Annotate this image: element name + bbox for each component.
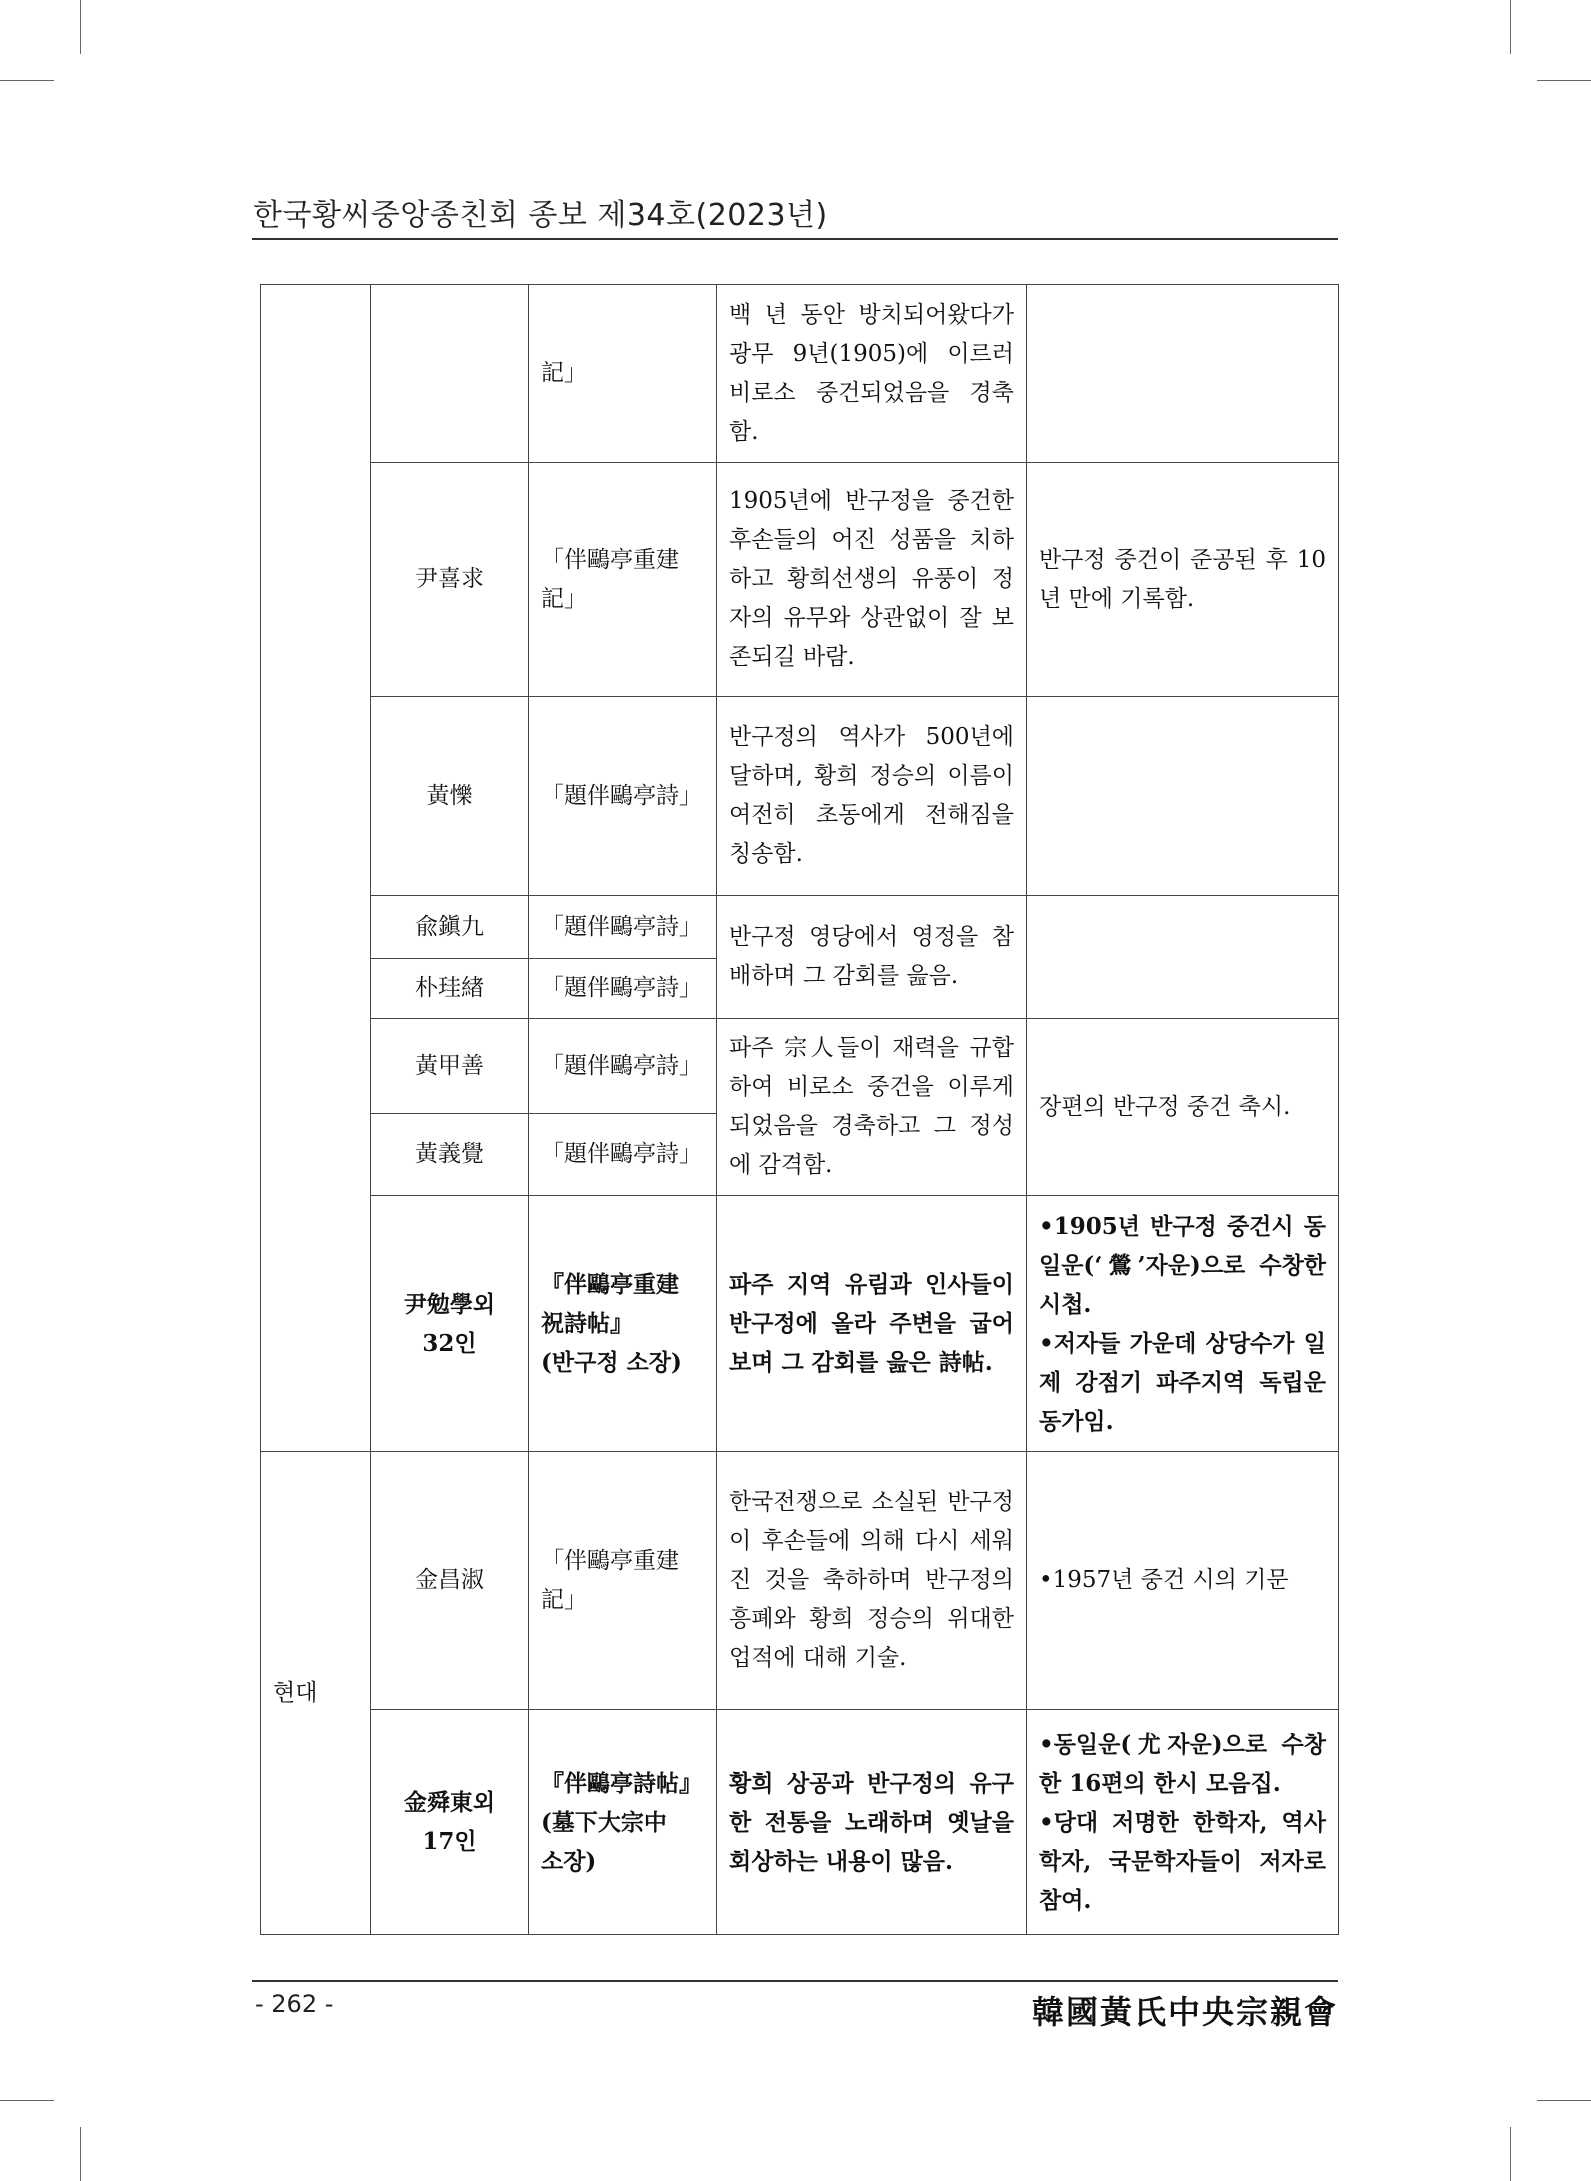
author-line: 17인 xyxy=(422,1828,477,1855)
work-cell: 「伴鷗亭重建記」 xyxy=(529,463,717,697)
note-cell xyxy=(1027,1710,1339,1935)
summary-cell: 황희 상공과 반구정의 유구한 전통을 노래하며 옛날을 회상하는 내용이 많음. xyxy=(717,1710,1027,1935)
author-line: 32인 xyxy=(422,1329,477,1357)
records-table xyxy=(260,284,1339,1935)
author-cell: 金昌淑 xyxy=(371,1452,529,1710)
note-bullet: •1905년 반구정 중건시 동일운(‘鶯’자운)으로 수창한 시첩. xyxy=(1039,1212,1326,1318)
summary-cell: 반구정의 역사가 500년에 달하며, 황희 정승의 이름이 여전히 초동에게 전해짐을 칭송함. xyxy=(717,697,1027,896)
summary-cell: 파주 宗人들이 재력을 규합하여 비로소 중건을 이루게 되었음을 경축하고 그 정성에 감격함. xyxy=(717,1019,1027,1196)
era-cell-modern: 현대 xyxy=(261,1452,371,1935)
note-cell xyxy=(1027,697,1339,896)
author-cell: 黃㦡 xyxy=(371,697,529,896)
note-bullet: •동일운(尤자운)으로 수창한 16편의 한시 모음집. xyxy=(1039,1730,1326,1797)
crop-mark xyxy=(80,0,81,54)
summary-cell: 한국전쟁으로 소실된 반구정이 후손들에 의해 다시 세워진 것을 축하하며 반구정의 흥폐와 황희 정승의 위대한 업적에 대해 기술. xyxy=(717,1452,1027,1710)
footer-divider xyxy=(252,1980,1338,1982)
work-cell: 「題伴鷗亭詩」 xyxy=(529,1019,717,1114)
note-cell: •1957년 중건 시의 기문 xyxy=(1027,1452,1339,1710)
table-row xyxy=(261,463,1339,697)
work-line: 祝詩帖』 xyxy=(541,1310,633,1337)
page-header-title: 한국황씨중앙종친회 종보 제34호(2023년) xyxy=(253,198,828,233)
work-cell: 「題伴鷗亭詩」 xyxy=(529,959,717,1019)
work-line: 『伴鷗亭詩帖』 xyxy=(541,1769,702,1797)
note-bullet: •당대 저명한 한학자, 역사학자, 국문학자들이 저자로 참여. xyxy=(1039,1808,1326,1914)
table-row xyxy=(261,1019,1339,1114)
author-cell: 尹喜求 xyxy=(371,463,529,697)
work-line: 소장) xyxy=(541,1847,597,1875)
work-cell: 「題伴鷗亭詩」 xyxy=(529,896,717,959)
work-cell xyxy=(529,1196,717,1452)
work-line: (墓下大宗中 xyxy=(541,1808,667,1836)
table-row xyxy=(261,285,1339,463)
crop-mark xyxy=(1537,2100,1591,2101)
table-row xyxy=(261,1452,1339,1710)
table-row xyxy=(261,1710,1339,1935)
work-line: (반구정 소장) xyxy=(541,1349,682,1376)
author-cell: 黃義覺 xyxy=(371,1114,529,1196)
crop-mark xyxy=(1510,0,1511,54)
page-number: - 262 - xyxy=(255,1990,334,2018)
era-cell-previous xyxy=(261,285,371,1452)
note-cell xyxy=(1027,896,1339,1019)
author-cell: 黃甲善 xyxy=(371,1019,529,1114)
table-row xyxy=(261,697,1339,896)
note-cell xyxy=(1027,285,1339,463)
work-cell: 「題伴鷗亭詩」 xyxy=(529,697,717,896)
note-bullet: •저자들 가운데 상당수가 일제 강점기 파주지역 독립운동가임. xyxy=(1039,1329,1326,1435)
author-cell: 朴珪緖 xyxy=(371,959,529,1019)
work-cell: 「伴鷗亭重建記」 xyxy=(529,1452,717,1710)
table-row xyxy=(261,1196,1339,1452)
author-line: 尹勉學외 xyxy=(403,1290,496,1318)
organization-logo: 韓國黃氏中央宗親會 xyxy=(1031,1993,1338,2031)
crop-mark xyxy=(1510,2127,1511,2181)
work-cell: 記」 xyxy=(529,285,717,463)
note-cell: 반구정 중건이 준공된 후 10년 만에 기록함. xyxy=(1027,463,1339,697)
crop-mark xyxy=(0,2100,54,2101)
summary-cell: 백 년 동안 방치되어왔다가 광무 9년(1905)에 이르러 비로소 중건되었음을 경축함. xyxy=(717,285,1027,463)
note-cell xyxy=(1027,1196,1339,1452)
author-cell: 兪鎭九 xyxy=(371,896,529,959)
summary-cell: 1905년에 반구정을 중건한 후손들의 어진 성품을 치하하고 황희선생의 유풍이 정자의 유무와 상관없이 잘 보존되길 바람. xyxy=(717,463,1027,697)
header-divider xyxy=(252,238,1338,240)
author-line: 金舜東외 xyxy=(403,1789,496,1816)
summary-cell: 반구정 영당에서 영정을 참배하며 그 감회를 읊음. xyxy=(717,896,1027,1019)
summary-cell: 파주 지역 유림과 인사들이 반구정에 올라 주변을 굽어보며 그 감회를 읊은 詩帖. xyxy=(717,1196,1027,1452)
author-cell xyxy=(371,1710,529,1935)
author-cell xyxy=(371,1196,529,1452)
work-cell xyxy=(529,1710,717,1935)
work-line: 『伴鷗亭重建 xyxy=(541,1271,679,1298)
crop-mark xyxy=(0,80,54,81)
work-cell: 「題伴鷗亭詩」 xyxy=(529,1114,717,1196)
table-row xyxy=(261,896,1339,959)
crop-mark xyxy=(80,2127,81,2181)
crop-mark xyxy=(1537,80,1591,81)
note-cell: 장편의 반구정 중건 축시. xyxy=(1027,1019,1339,1196)
author-cell xyxy=(371,285,529,463)
